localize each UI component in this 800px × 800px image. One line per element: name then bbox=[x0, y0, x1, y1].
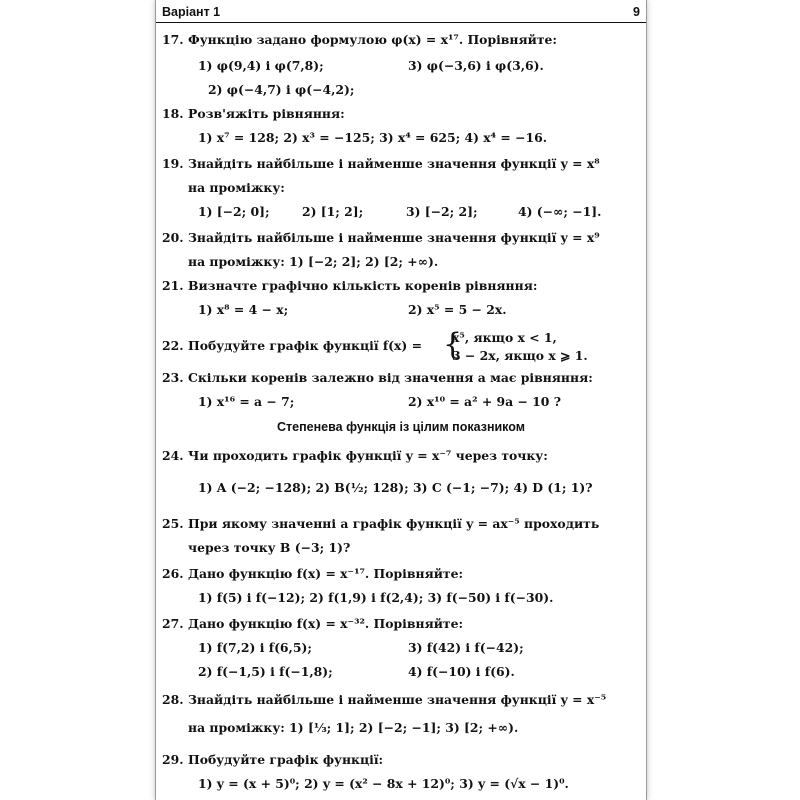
answer-item: 1) f(7,2) і f(6,5); bbox=[198, 640, 312, 655]
problem-number: 18. bbox=[162, 106, 184, 121]
problem-text: При якому значенні a графік функції y = ax⁻⁵ проходить bbox=[188, 516, 600, 531]
problem-text: Чи проходить графік функції y = x⁻⁷ через точку: bbox=[188, 448, 548, 463]
problem-text: Знайдіть найбільше і найменше значення функції y = x⁻⁵ bbox=[188, 692, 607, 707]
problem-number: 22. bbox=[162, 338, 184, 353]
answer-item: 4) (−∞; −1]. bbox=[518, 204, 602, 219]
problem-text-continued: на проміжку: bbox=[188, 180, 285, 195]
problem-text: Розв'яжіть рівняння: bbox=[188, 106, 345, 121]
problem-text: Побудуйте графік функції f(x) = bbox=[188, 338, 422, 353]
problem-text: Побудуйте графік функції: bbox=[188, 752, 384, 767]
answer-item: 2) [1; 2]; bbox=[302, 204, 364, 219]
problem-text: Дано функцію f(x) = x⁻¹⁷. Порівняйте: bbox=[188, 566, 464, 581]
problem-number: 20. bbox=[162, 230, 184, 245]
answer-item: 1) y = (x + 5)⁰; 2) y = (x² − 8x + 12)⁰; 3) y = (√x − 1)⁰. bbox=[198, 776, 569, 791]
problem-22 bbox=[156, 327, 646, 372]
page-number: 9 bbox=[633, 5, 640, 19]
answer-item: 3) [−2; 2]; bbox=[406, 204, 478, 219]
problem-number: 28. bbox=[162, 692, 184, 707]
problem-number: 17. bbox=[162, 32, 184, 47]
problem-number: 21. bbox=[162, 278, 184, 293]
problem-number: 29. bbox=[162, 752, 184, 767]
problem-text: Знайдіть найбільше і найменше значення функції y = x⁸ bbox=[188, 156, 600, 171]
piecewise-case: 3 − 2x, якщо x ⩾ 1. bbox=[452, 348, 588, 363]
problem-number: 27. bbox=[162, 616, 184, 631]
problem-number: 19. bbox=[162, 156, 184, 171]
worksheet-page bbox=[155, 0, 647, 800]
answer-item: 1) φ(9,4) і φ(7,8); bbox=[198, 58, 324, 73]
answer-item: 1) [−2; 0]; bbox=[198, 204, 270, 219]
answer-item: 2) f(−1,5) і f(−1,8); bbox=[198, 664, 333, 679]
problem-text: Функцію задано формулою φ(x) = x¹⁷. Порівняйте: bbox=[188, 32, 557, 47]
page-header bbox=[156, 4, 646, 23]
problem-text-continued: на проміжку: 1) [⅓; 1]; 2) [−2; −1]; 3) [2; +∞). bbox=[188, 720, 519, 735]
problem-number: 25. bbox=[162, 516, 184, 531]
answer-item: 1) x⁷ = 128; 2) x³ = −125; 3) x⁴ = 625; 4) x⁴ = −16. bbox=[198, 130, 548, 145]
answer-item: 3) f(42) і f(−42); bbox=[408, 640, 524, 655]
answer-item: 4) f(−10) і f(6). bbox=[408, 664, 515, 679]
problem-text-continued: на проміжку: 1) [−2; 2]; 2) [2; +∞). bbox=[188, 254, 439, 269]
section-title: Степенева функція із цілим показником bbox=[277, 420, 525, 434]
piecewise-brace: { bbox=[443, 327, 463, 362]
problem-number: 23. bbox=[162, 370, 184, 385]
answer-item: 2) x⁵ = 5 − 2x. bbox=[408, 302, 507, 317]
answer-item: 1) x¹⁶ = a − 7; bbox=[198, 394, 295, 409]
answer-item: 1) x⁸ = 4 − x; bbox=[198, 302, 289, 317]
problem-text: Знайдіть найбільше і найменше значення функції y = x⁹ bbox=[188, 230, 600, 245]
variant-label: Варіант 1 bbox=[162, 5, 221, 19]
answer-item: 1) f(5) і f(−12); 2) f(1,9) і f(2,4); 3) f(−50) і f(−30). bbox=[198, 590, 554, 605]
answer-item: 1) A (−2; −128); 2) B(½; 128); 3) C (−1; −7); 4) D (1; 1)? bbox=[198, 480, 593, 495]
problem-text: Скільки коренів залежно від значення a має рівняння: bbox=[188, 370, 593, 385]
problem-number: 24. bbox=[162, 448, 184, 463]
piecewise-case: x⁵, якщо x < 1, bbox=[452, 330, 557, 345]
problem-number: 26. bbox=[162, 566, 184, 581]
answer-item: 2) φ(−4,7) і φ(−4,2); bbox=[208, 82, 355, 97]
problem-text: Визначте графічно кількість коренів рівняння: bbox=[188, 278, 538, 293]
problem-text-continued: через точку B (−3; 1)? bbox=[188, 540, 351, 555]
answer-item: 3) φ(−3,6) і φ(3,6). bbox=[408, 58, 544, 73]
answer-item: 2) x¹⁰ = a² + 9a − 10 ? bbox=[408, 394, 561, 409]
problem-text: Дано функцію f(x) = x⁻³². Порівняйте: bbox=[188, 616, 464, 631]
